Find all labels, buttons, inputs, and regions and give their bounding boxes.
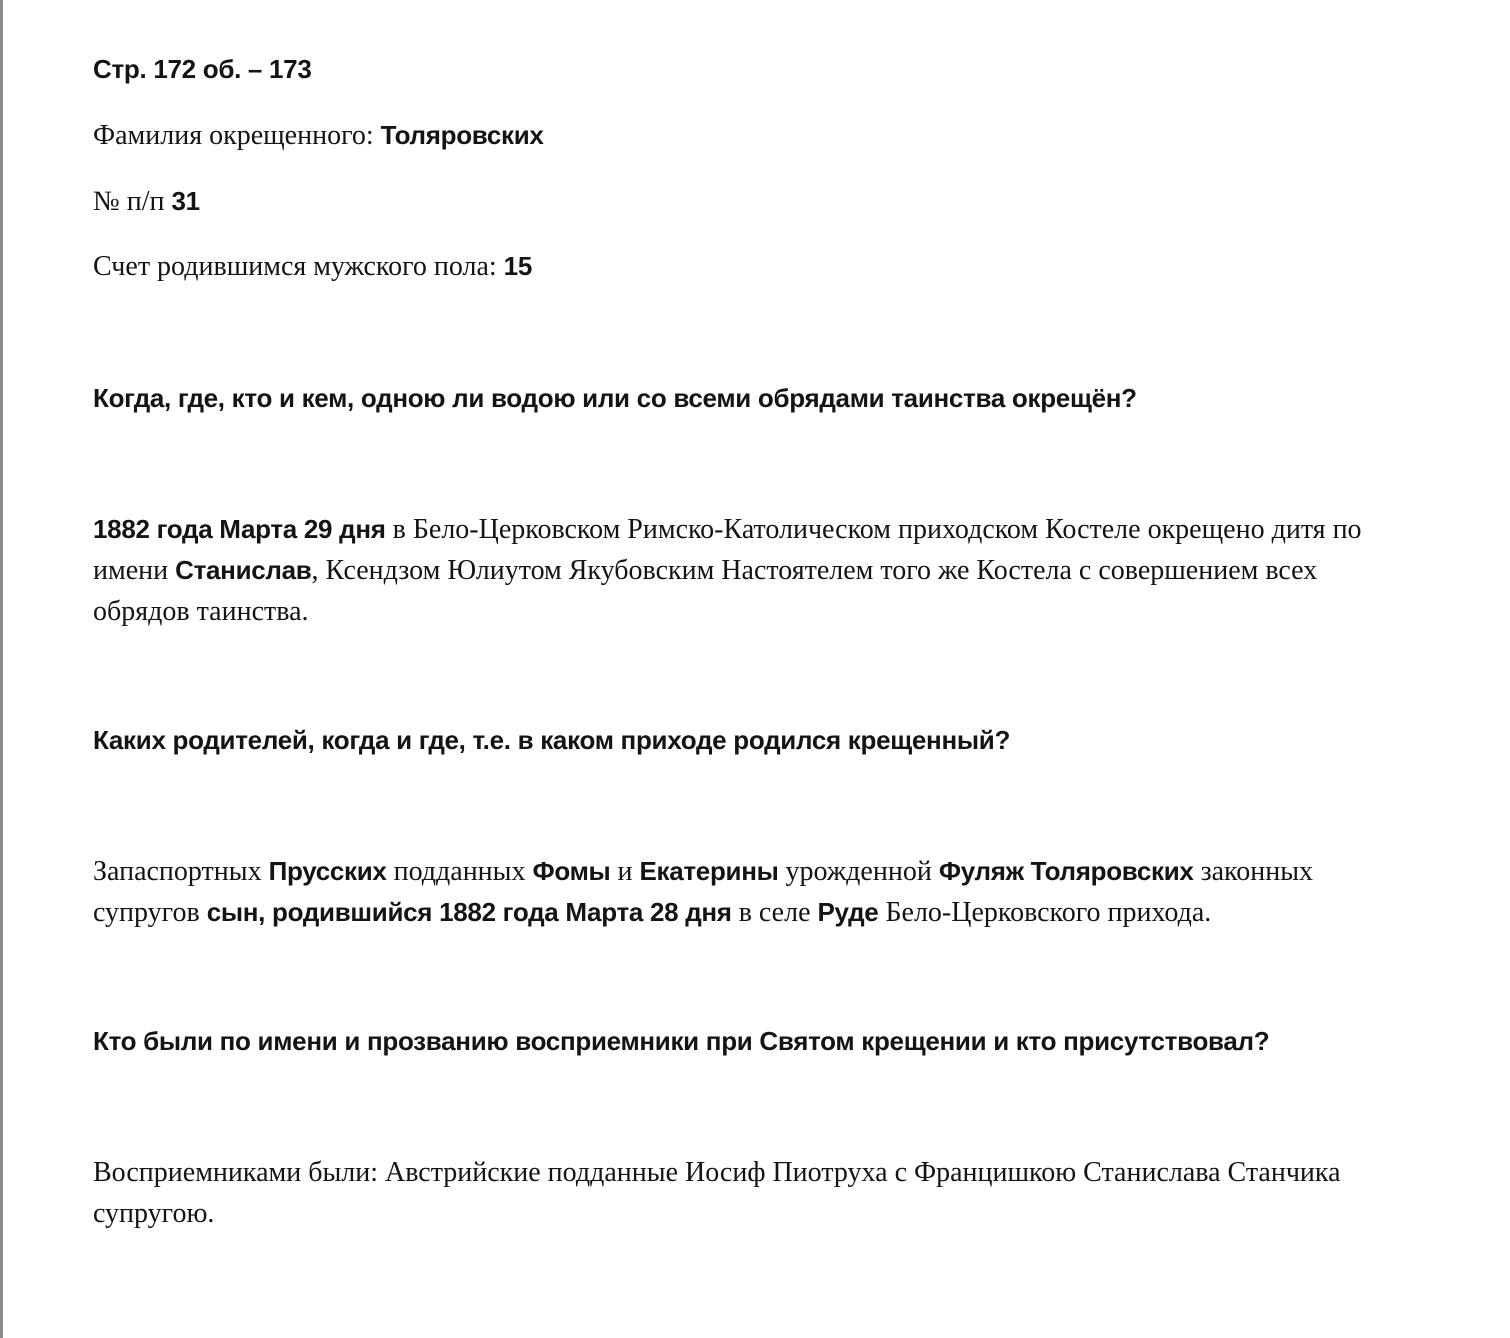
baptism-date: 1882 года Марта 29 дня: [93, 514, 386, 544]
count-line: [93, 246, 532, 287]
answer-godparents: Восприемниками были: Австрийские подданные Иосиф Пиотруха с Францишкою Станислава Станчика супругою.: [93, 1157, 1341, 1229]
count-label: Счет родившимся мужского пола:: [93, 251, 504, 282]
count-value: 15: [503, 251, 532, 281]
mother-name: Екатерины: [639, 856, 779, 886]
village-name: Руде: [817, 897, 879, 927]
answer-baptism: 1882 года Марта 29 дня в Бело-Церковском Римско-Католическом приходском Костеле окрещено дитя по имени Станислав, Ксендзом Юлиутом Якубовским Настоятелем того же Костела с совершением всех обрядов таинства.: [93, 514, 1362, 627]
child-name: Станислав: [175, 555, 312, 585]
number-line: [93, 181, 200, 222]
surname-value: Толяровских: [380, 120, 544, 150]
number-label: № п/п: [93, 186, 172, 217]
birth-date: сын, родившийся 1882 года Марта 28 дня: [206, 897, 732, 927]
surname-line: [93, 115, 544, 156]
page-reference: Стр. 172 об. – 173: [93, 54, 312, 84]
number-value: 31: [171, 186, 200, 216]
page-left-border: [0, 0, 3, 1338]
answer-parents: Запаспортных Прусских подданных Фомы и Екатерины урожденной Фуляж Толяровских законных супругов сын, родившийся 1882 года Марта 28 дня в селе Руде Бело-Церковского прихода.: [93, 856, 1314, 928]
surname-label: Фамилия окрещенного:: [93, 120, 381, 151]
parents-surnames: Фуляж Толяровских: [938, 856, 1194, 886]
question-parents: Каких родителей, когда и где, т.е. в каком приходе родился крещенный?: [93, 725, 1011, 755]
question-baptism: Когда, где, кто и кем, одною ли водою или со всеми обрядами таинства окрещён?: [93, 383, 1137, 413]
question-godparents: Кто были по имени и прозванию восприемники при Святом крещении и кто присутствовал?: [93, 1026, 1270, 1056]
father-name: Фомы: [532, 856, 611, 886]
